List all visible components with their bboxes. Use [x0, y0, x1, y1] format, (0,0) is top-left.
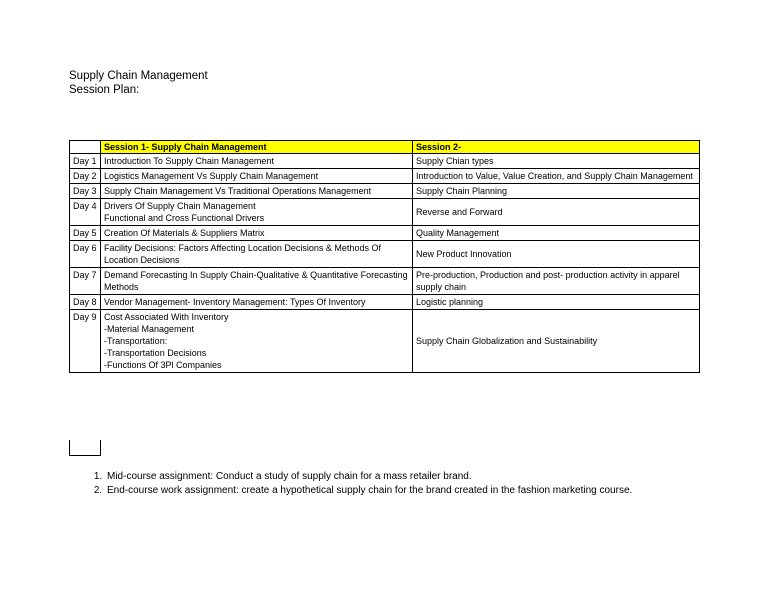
header-cell-day	[70, 141, 101, 154]
day-cell: Day 4	[70, 199, 101, 226]
day-cell: Day 1	[70, 154, 101, 169]
session-1-cell: Supply Chain Management Vs Traditional Operations Management	[101, 184, 413, 199]
day-cell: Day 8	[70, 295, 101, 310]
table-row	[70, 295, 700, 310]
session-1-cell: Demand Forecasting In Supply Chain-Qualitative & Quantitative Forecasting Methods	[101, 268, 413, 295]
table-row	[70, 154, 700, 169]
table-header-row	[70, 141, 700, 154]
document-subtitle: Session Plan:	[69, 84, 140, 96]
day-cell: Day 2	[70, 169, 101, 184]
table-empty-cell	[69, 440, 101, 456]
session-2-cell: New Product Innovation	[413, 241, 700, 268]
session-2-cell: Introduction to Value, Value Creation, and Supply Chain Management	[413, 169, 700, 184]
table-row	[70, 184, 700, 199]
assignment-item: 1. Mid-course assignment: Conduct a study of supply chain for a mass retailer brand.	[105, 470, 632, 484]
day-cell: Day 3	[70, 184, 101, 199]
session-plan-table	[69, 140, 700, 373]
day-cell: Day 7	[70, 268, 101, 295]
session-1-cell: Facility Decisions: Factors Affecting Location Decisions & Methods Of Location Decisions	[101, 241, 413, 268]
table-row	[70, 226, 700, 241]
session-1-cell: Cost Associated With Inventory -Material Management -Transportation: -Transportation Decisions -Functions Of 3Pl Companies	[101, 310, 413, 373]
table-row	[70, 241, 700, 268]
assignment-list	[69, 470, 632, 498]
session-2-cell: Logistic planning	[413, 295, 700, 310]
session-1-cell: Logistics Management Vs Supply Chain Management	[101, 169, 413, 184]
session-1-cell: Introduction To Supply Chain Management	[101, 154, 413, 169]
session-2-cell: Reverse and Forward	[413, 199, 700, 226]
table-row	[70, 310, 700, 373]
day-cell: Day 5	[70, 226, 101, 241]
session-2-cell: Pre-production, Production and post- production activity in apparel supply chain	[413, 268, 700, 295]
table-row	[70, 268, 700, 295]
header-cell-session-1: Session 1- Supply Chain Management	[101, 141, 413, 154]
table-row	[70, 199, 700, 226]
session-1-cell: Vendor Management- Inventory Management: Types Of Inventory	[101, 295, 413, 310]
session-2-cell: Quality Management	[413, 226, 700, 241]
header-cell-session-2: Session 2-	[413, 141, 700, 154]
session-2-cell: Supply Chian types	[413, 154, 700, 169]
session-1-cell: Drivers Of Supply Chain Management Functional and Cross Functional Drivers	[101, 199, 413, 226]
day-cell: Day 9	[70, 310, 101, 373]
document-title: Supply Chain Management	[69, 70, 208, 82]
assignment-item: 2. End-course work assignment: create a hypothetical supply chain for the brand created in the fashion marketing course.	[105, 484, 632, 498]
session-2-cell: Supply Chain Planning	[413, 184, 700, 199]
table-row	[70, 169, 700, 184]
session-1-cell: Creation Of Materials & Suppliers Matrix	[101, 226, 413, 241]
day-cell: Day 6	[70, 241, 101, 268]
session-2-cell: Supply Chain Globalization and Sustainability	[413, 310, 700, 373]
